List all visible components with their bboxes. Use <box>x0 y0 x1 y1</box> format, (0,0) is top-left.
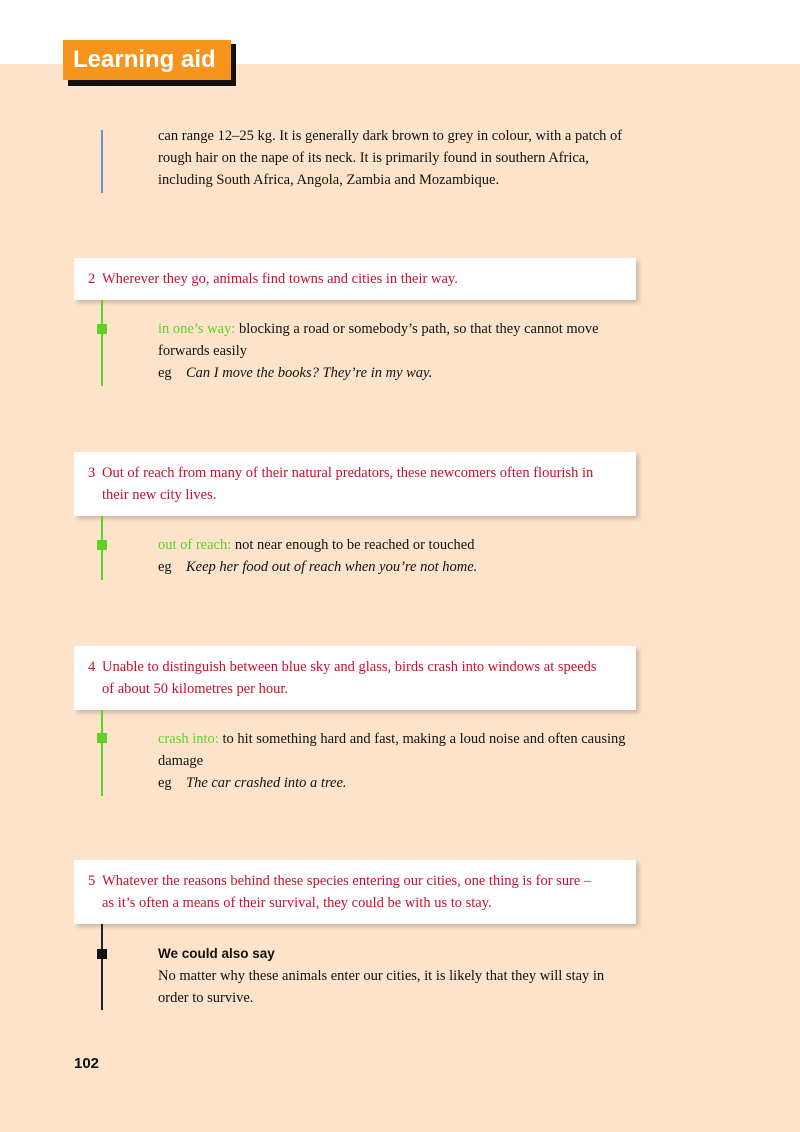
page-number: 102 <box>74 1055 100 1072</box>
sentence-number: 4 <box>88 659 96 675</box>
header-title: Learning aid <box>63 40 231 80</box>
sentence-text: Unable to distinguish between blue sky and glass, birds crash into windows at speeds of about 50 kilometres per hour. <box>102 659 597 697</box>
example-text: Can I move the books? They’re in my way. <box>186 365 433 381</box>
green-square-marker <box>97 540 107 550</box>
sentence-number: 5 <box>88 873 96 889</box>
vocab-definition: to hit something hard and fast, making a loud noise and often causing damage <box>158 731 626 769</box>
also-say-text: No matter why these animals enter our cities, it is likely that they will stay in order to survive. <box>158 968 605 1006</box>
vocab-term: in one’s way: <box>158 321 236 337</box>
also-say-title: We could also say <box>158 946 275 961</box>
sentence-box-3 <box>74 452 636 516</box>
vocab-note-4 <box>158 728 628 794</box>
note-rule <box>101 710 103 796</box>
sentence-number: 2 <box>88 271 96 287</box>
vocab-term: out of reach: <box>158 537 232 553</box>
sentence-text: Wherever they go, animals find towns and cities in their way. <box>102 271 458 287</box>
eg-label: eg <box>158 365 172 381</box>
sentence-text: Out of reach from many of their natural predators, these newcomers often flourish in their new city lives. <box>102 465 594 503</box>
note-rule <box>101 924 103 1010</box>
vocab-definition: not near enough to be reached or touched <box>231 537 475 553</box>
intro-rule <box>101 130 103 193</box>
sentence-box-5 <box>74 860 636 924</box>
also-say-note <box>158 943 628 1009</box>
sentence-number: 3 <box>88 465 96 481</box>
vocab-note-3 <box>158 534 628 578</box>
vocab-term: crash into: <box>158 731 219 747</box>
intro-paragraph: can range 12–25 kg. It is generally dark brown to grey in colour, with a patch of rough hair on the nape of its neck. It is primarily found in southern Africa, including South Africa, Angola, Zambia and Mozambique. <box>158 128 623 188</box>
example-text: The car crashed into a tree. <box>186 775 347 791</box>
vocab-note-2 <box>158 318 628 384</box>
eg-label: eg <box>158 775 172 791</box>
vocab-definition: blocking a road or somebody’s path, so that they cannot move forwards easily <box>158 321 599 359</box>
header-tab <box>68 44 236 86</box>
sentence-box-4 <box>74 646 636 710</box>
black-square-marker <box>97 949 107 959</box>
note-rule <box>101 300 103 386</box>
example-line <box>158 772 628 794</box>
sentence-text: Whatever the reasons behind these species entering our cities, one thing is for sure – as it’s often a means of their survival, they could be with us to stay. <box>102 873 592 911</box>
example-line <box>158 362 628 384</box>
sentence-box-2 <box>74 258 636 300</box>
eg-label: eg <box>158 559 172 575</box>
green-square-marker <box>97 733 107 743</box>
example-text: Keep her food out of reach when you’re not home. <box>186 559 478 575</box>
green-square-marker <box>97 324 107 334</box>
example-line <box>158 556 628 578</box>
